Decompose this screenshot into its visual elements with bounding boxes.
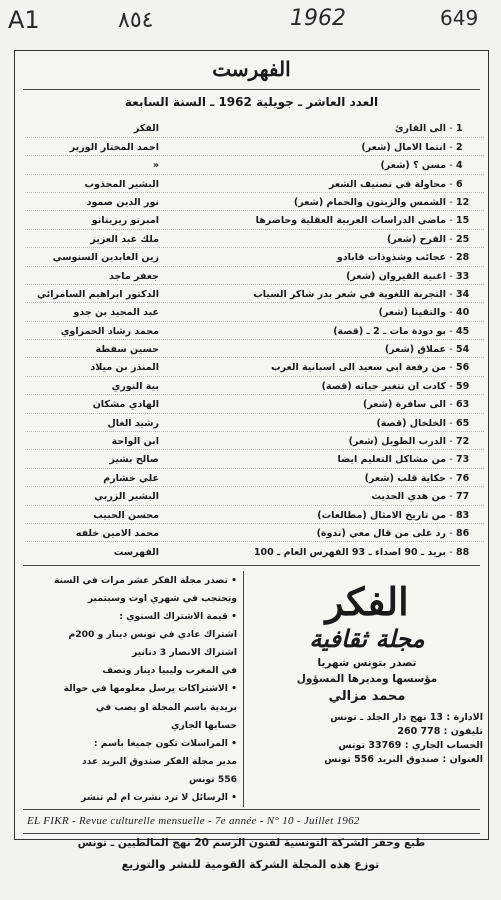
toc-page-number: 45 bbox=[456, 325, 470, 337]
toc-entry bbox=[25, 526, 484, 543]
toc-entry-author: محسن الحبيب bbox=[93, 509, 159, 521]
toc-entry-title: رد على من قال معي (ندوة) bbox=[316, 527, 446, 539]
subscription-line: اشتراك الانصار 3 دنانير bbox=[132, 647, 237, 659]
toc-dash: - bbox=[449, 472, 453, 484]
toc-page-number: 83 bbox=[456, 509, 470, 521]
divider bbox=[23, 833, 480, 834]
divider bbox=[23, 89, 480, 90]
toc-entry bbox=[25, 305, 484, 322]
toc-dash: - bbox=[449, 270, 453, 282]
toc-entry-author: المنذر بن ميلاد bbox=[90, 362, 159, 374]
toc-page-number: 65 bbox=[456, 417, 470, 429]
subscription-line: بريدية باسم المجلة او يصب في bbox=[95, 701, 237, 713]
toc-entry-title: بريد ـ 90 اصداء ـ 93 الفهرس العام ـ 100 bbox=[253, 546, 446, 558]
toc-entry bbox=[25, 434, 484, 451]
subscription-line: 556 تونس bbox=[188, 773, 237, 785]
toc-page-number: 56 bbox=[456, 362, 470, 374]
divider bbox=[23, 809, 480, 810]
toc-entry bbox=[25, 342, 484, 359]
toc-entry bbox=[25, 195, 484, 212]
toc-entry-title: الشمس والزيتون والحمام (شعر) bbox=[293, 196, 446, 208]
toc-entry bbox=[25, 139, 484, 156]
toc-entry-author: جعفر ماجد bbox=[108, 270, 159, 282]
toc-page-number: 12 bbox=[456, 196, 470, 208]
toc-entry-title: كادت ان تتغير حياته (قصة) bbox=[321, 380, 446, 392]
toc-page-number: 34 bbox=[456, 288, 470, 300]
toc-dash: - bbox=[449, 178, 453, 190]
toc-entry-author: حسين سفطة bbox=[95, 344, 159, 356]
toc-entry-title: محاولة في تصنيف الشعر bbox=[328, 178, 446, 190]
toc-page-number: 6 bbox=[456, 178, 463, 190]
toc-entry-title: والتقينا (شعر) bbox=[378, 307, 446, 319]
toc-entry-title: بو دودة مات ـ 2 ـ (قصة) bbox=[333, 325, 446, 337]
toc-entry bbox=[25, 360, 484, 377]
toc-page-number: 72 bbox=[456, 436, 470, 448]
toc-entry-title: من تاريخ الامثال (مطالعات) bbox=[317, 509, 446, 521]
publication-frequency: تصدر بتونس شهريا bbox=[317, 657, 417, 669]
distribution-note: توزع هذه المجلة الشركة القومية للنشر والتوزيع bbox=[121, 858, 380, 871]
toc-dash: - bbox=[449, 454, 453, 466]
toc-entry-title: الدرب الطويل (شعر) bbox=[348, 436, 446, 448]
toc-entry bbox=[25, 287, 484, 304]
toc-entry bbox=[25, 176, 484, 193]
toc-entry-author: احمد المختار الوزير bbox=[69, 141, 159, 153]
admin-address: الادارة : 13 نهج دار الجلد ـ تونس bbox=[330, 712, 483, 723]
masthead bbox=[251, 571, 483, 807]
toc-entry-title: من مشاكل التعليم ايضا bbox=[337, 454, 446, 466]
subscription-line: اشتراك عادي في تونس دينار و 200م bbox=[68, 629, 237, 641]
toc-dash: - bbox=[449, 141, 453, 153]
toc-page-number: 33 bbox=[456, 270, 470, 282]
toc-entry bbox=[25, 158, 484, 175]
toc-page-number: 59 bbox=[456, 380, 470, 392]
toc-dash: - bbox=[449, 399, 453, 411]
toc-entry-author: البشير الزربي bbox=[94, 491, 159, 503]
bank-account: الحساب الجاري : 33769 تونس bbox=[338, 740, 483, 751]
toc-title: الفهرست bbox=[212, 57, 291, 81]
toc-dash: - bbox=[449, 546, 453, 558]
subscription-line: • قيمة الاشتراك السنوي : bbox=[119, 611, 237, 623]
handwritten-page-number: 649 bbox=[440, 6, 479, 30]
issue-line: العدد العاشر ـ جويلية 1962 ـ السنة السابعة bbox=[124, 95, 379, 109]
toc-entry-title: مسن ؟ (شعر) bbox=[380, 160, 446, 172]
toc-entry-title: حكاية قلب (شعر) bbox=[364, 472, 446, 484]
toc-page-number: 63 bbox=[456, 399, 470, 411]
subscription-line: حسابها الجاري bbox=[171, 719, 237, 731]
toc-entry-author: الفكر bbox=[133, 123, 159, 135]
toc-entry bbox=[25, 397, 484, 414]
toc-dash: - bbox=[449, 160, 453, 172]
toc-dash: - bbox=[449, 380, 453, 392]
toc-dash: - bbox=[449, 325, 453, 337]
toc-page-number: 54 bbox=[456, 344, 470, 356]
toc-page-number: 28 bbox=[456, 252, 470, 264]
toc-entry-title: اغنية القيروان (شعر) bbox=[346, 270, 446, 282]
founder-label: مؤسسها ومديرها المسؤول bbox=[296, 673, 438, 685]
postal-address: العنوان : صندوق البريد 556 تونس bbox=[324, 754, 483, 765]
toc-dash: - bbox=[449, 233, 453, 245]
toc-dash: - bbox=[449, 527, 453, 539]
toc-entry-author: بية النوري bbox=[111, 380, 159, 392]
toc-dash: - bbox=[449, 436, 453, 448]
toc-entry-title: عملاق (شعر) bbox=[384, 344, 446, 356]
toc-entry bbox=[25, 507, 484, 524]
toc-entry-title: الخلخال (قصة) bbox=[376, 417, 446, 429]
handwritten-number: ٨٥٤ bbox=[118, 8, 154, 33]
toc-entry bbox=[25, 415, 484, 432]
toc-dash: - bbox=[449, 288, 453, 300]
phone-number: تليفون : 778 260 bbox=[397, 726, 483, 737]
toc-entry-author: محمد رشاد الحمزاوي bbox=[60, 325, 159, 337]
toc-entry-title: ماضي الدراسات العربية العقلية وحاضرها bbox=[255, 215, 446, 227]
toc-entry bbox=[25, 323, 484, 340]
vertical-divider bbox=[243, 571, 244, 807]
toc-entry bbox=[25, 489, 484, 506]
toc-entry-author: صالح بشير bbox=[109, 454, 159, 466]
toc-dash: - bbox=[449, 215, 453, 227]
toc-page-number: 40 bbox=[456, 307, 470, 319]
toc-entry bbox=[25, 250, 484, 267]
magazine-subtitle: مجلة ثقافية bbox=[309, 624, 425, 653]
toc-entry-title: من رفعة ابي سعيد الى اسبانية العرب bbox=[271, 362, 446, 374]
toc-page-number: 25 bbox=[456, 233, 470, 245]
toc-entry bbox=[25, 121, 484, 138]
subscription-line: وتحتجب في شهري اوت وسبتمبر bbox=[87, 593, 237, 605]
toc-entry-author: نور الدين صمود bbox=[86, 196, 159, 208]
toc-dash: - bbox=[449, 252, 453, 264]
toc-entry-author: رشيد الغال bbox=[107, 417, 159, 429]
toc-dash: - bbox=[449, 491, 453, 503]
handwritten-archive-code: A1 bbox=[8, 6, 40, 34]
toc-page-number: 2 bbox=[456, 141, 463, 153]
toc-entry-author: علي خشارم bbox=[103, 472, 159, 484]
toc-page-number: 73 bbox=[456, 454, 470, 466]
toc-page-number: 4 bbox=[456, 160, 463, 172]
toc-entry-title: انتما الامال (شعر) bbox=[361, 141, 446, 153]
toc-entry-author: الدكتور ابراهيم السامرائي bbox=[37, 288, 159, 300]
toc-entry-author: الهادي مشكان bbox=[92, 399, 159, 411]
toc-dash: - bbox=[449, 196, 453, 208]
toc-page-number: 15 bbox=[456, 215, 470, 227]
toc-entry-author: ملك عبد العزيز bbox=[90, 233, 159, 245]
toc-page-number: 1 bbox=[456, 123, 463, 135]
toc-entry-author: زين العابدين السنوسي bbox=[52, 252, 159, 264]
toc-entry bbox=[25, 268, 484, 285]
toc-dash: - bbox=[449, 417, 453, 429]
toc-entry-author: البشير المجذوب bbox=[84, 178, 159, 190]
toc-page-number: 88 bbox=[456, 546, 470, 558]
toc-page-number: 86 bbox=[456, 527, 470, 539]
toc-page-number: 77 bbox=[456, 491, 470, 503]
founder-name: محمد مزالي bbox=[328, 689, 406, 704]
magazine-logo: الفكر bbox=[325, 579, 409, 624]
toc-entry-title: التجربة اللغوية في شعر بدر شاكر السياب bbox=[253, 288, 446, 300]
toc-entry bbox=[25, 378, 484, 395]
toc-entry-title: الفرح (شعر) bbox=[386, 233, 446, 245]
contact-info bbox=[251, 712, 483, 765]
toc-entry bbox=[25, 470, 484, 487]
subscription-line: • تصدر مجلة الفكر عشر مرات في السنة bbox=[54, 575, 237, 586]
handwritten-year: 1962 bbox=[290, 6, 346, 31]
subscription-line: • المراسلات تكون جميعا باسم : bbox=[93, 737, 237, 749]
toc-entry-author: امبرتو ريزيتانو bbox=[91, 215, 159, 227]
toc-entry-title: الى سافرة (شعر) bbox=[363, 399, 446, 411]
toc-entry bbox=[25, 213, 484, 230]
subscription-info bbox=[27, 575, 237, 803]
subscription-line: • الاشتراكات يرسل معلومها في حوالة bbox=[63, 683, 237, 695]
toc-dash: - bbox=[449, 307, 453, 319]
subscription-line: في المغرب وليبيا دينار ونصف bbox=[102, 665, 237, 677]
toc-entry-author: ابن الواحة bbox=[111, 436, 159, 448]
toc-entry-author: محمد الامين خلفه bbox=[75, 527, 159, 539]
divider bbox=[23, 565, 480, 566]
latin-footer: EL FIKR - Revue culturelle mensuelle - 7e année - N° 10 - Juillet 1962 bbox=[27, 815, 360, 827]
toc-entry-author: الفهرست bbox=[113, 546, 159, 558]
toc-entry-author: عبد المجيد بن جدو bbox=[73, 307, 159, 319]
page-frame bbox=[14, 50, 489, 849]
toc-dash: - bbox=[449, 509, 453, 521]
toc-page-number: 76 bbox=[456, 472, 470, 484]
toc-dash: - bbox=[449, 344, 453, 356]
toc-list bbox=[25, 121, 484, 561]
subscription-line: • الرسائل لا ترد نشرت ام لم تنشر bbox=[81, 791, 237, 803]
toc-dash: - bbox=[449, 123, 453, 135]
toc-entry bbox=[25, 231, 484, 248]
subscription-line: مدير مجلة الفكر صندوق البريد عدد bbox=[81, 755, 237, 767]
toc-entry bbox=[25, 452, 484, 469]
toc-entry-title: من هدي الحديث bbox=[371, 491, 446, 503]
toc-dash: - bbox=[449, 362, 453, 374]
toc-entry-title: الى القارئ bbox=[394, 123, 446, 135]
printer-info: طبع وحفر الشركة التونسية لفنون الرسم 20 نهج المالطيين ـ تونس bbox=[77, 837, 426, 849]
toc-entry-author: « bbox=[152, 160, 159, 172]
toc-entry bbox=[25, 544, 484, 561]
toc-entry-title: عجائب وشذوذات قابادو bbox=[336, 252, 446, 264]
